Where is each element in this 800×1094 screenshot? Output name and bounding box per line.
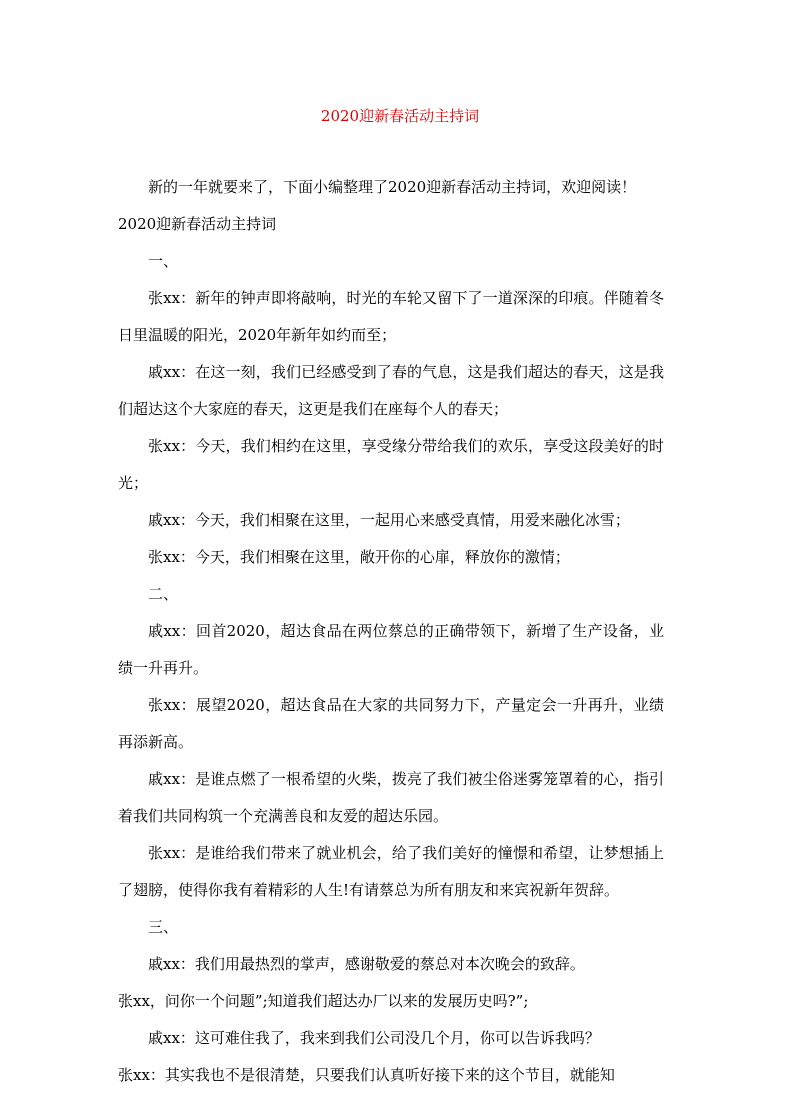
dialogue-paragraph: 张xx：其实我也不是很清楚，只要我们认真听好接下来的这个节目，就能知 [118,1066,615,1084]
dialogue-paragraph: 戚xx：在这一刻，我们已经感受到了春的气息，这是我们超达的春天，这是我们超达这个大家庭的春天，这更是我们在座每个人的春天； [118,363,664,418]
section-heading-1: 一、 [148,252,179,270]
subtitle-paragraph: 2020迎新春活动主持词 [118,215,277,233]
dialogue-paragraph: 戚xx：今天，我们相聚在这里，一起用心来感受真情，用爱来融化冰雪； [148,511,630,529]
dialogue-paragraph: 张xx：今天，我们相聚在这里，敞开你的心扉，释放你的激情； [148,548,570,566]
dialogue-paragraph: 戚xx：是谁点燃了一根希望的火柴，拨亮了我们被尘俗迷雾笼罩着的心，指引着我们共同构筑一个充满善良和友爱的超达乐园。 [118,770,664,825]
section-heading-2: 二、 [148,585,179,603]
dialogue-paragraph: 张xx：今天，我们相约在这里，享受缘分带给我们的欢乐，享受这段美好的时光； [118,437,664,492]
dialogue-paragraph: 戚xx：这可难住我了，我来到我们公司没几个月，你可以告诉我吗？ [148,1029,600,1047]
document-title: 2020迎新春活动主持词 [320,107,480,125]
dialogue-paragraph: 张xx：是谁给我们带来了就业机会，给了我们美好的憧憬和希望，让梦想插上了翅膀，使得你我有着精彩的人生!有请蔡总为所有朋友和来宾祝新年贺辞。 [118,844,664,899]
dialogue-paragraph: 戚xx：回首2020，超达食品在两位蔡总的正确带领下，新增了生产设备，业绩一升再升。 [118,622,664,677]
document-body [118,169,664,1094]
dialogue-paragraph: 戚xx：我们用最热烈的掌声，感谢敬爱的蔡总对本次晚会的致辞。 [148,955,585,973]
section-heading-3: 三、 [148,918,179,936]
intro-paragraph: 新的一年就要来了，下面小编整理了2020迎新春活动主持词，欢迎阅读！ [148,178,637,196]
dialogue-paragraph: 张xx：展望2020，超达食品在大家的共同努力下，产量定会一升再升，业绩再添新高。 [118,696,664,751]
dialogue-paragraph: 张xx：新年的钟声即将敲响，时光的车轮又留下了一道深深的印痕。伴随着冬日里温暖的阳光，2020年新年如约而至； [118,289,664,344]
dialogue-paragraph: 张xx，问你一个问题”;知道我们超达办厂以来的发展历史吗?”; [118,992,529,1010]
